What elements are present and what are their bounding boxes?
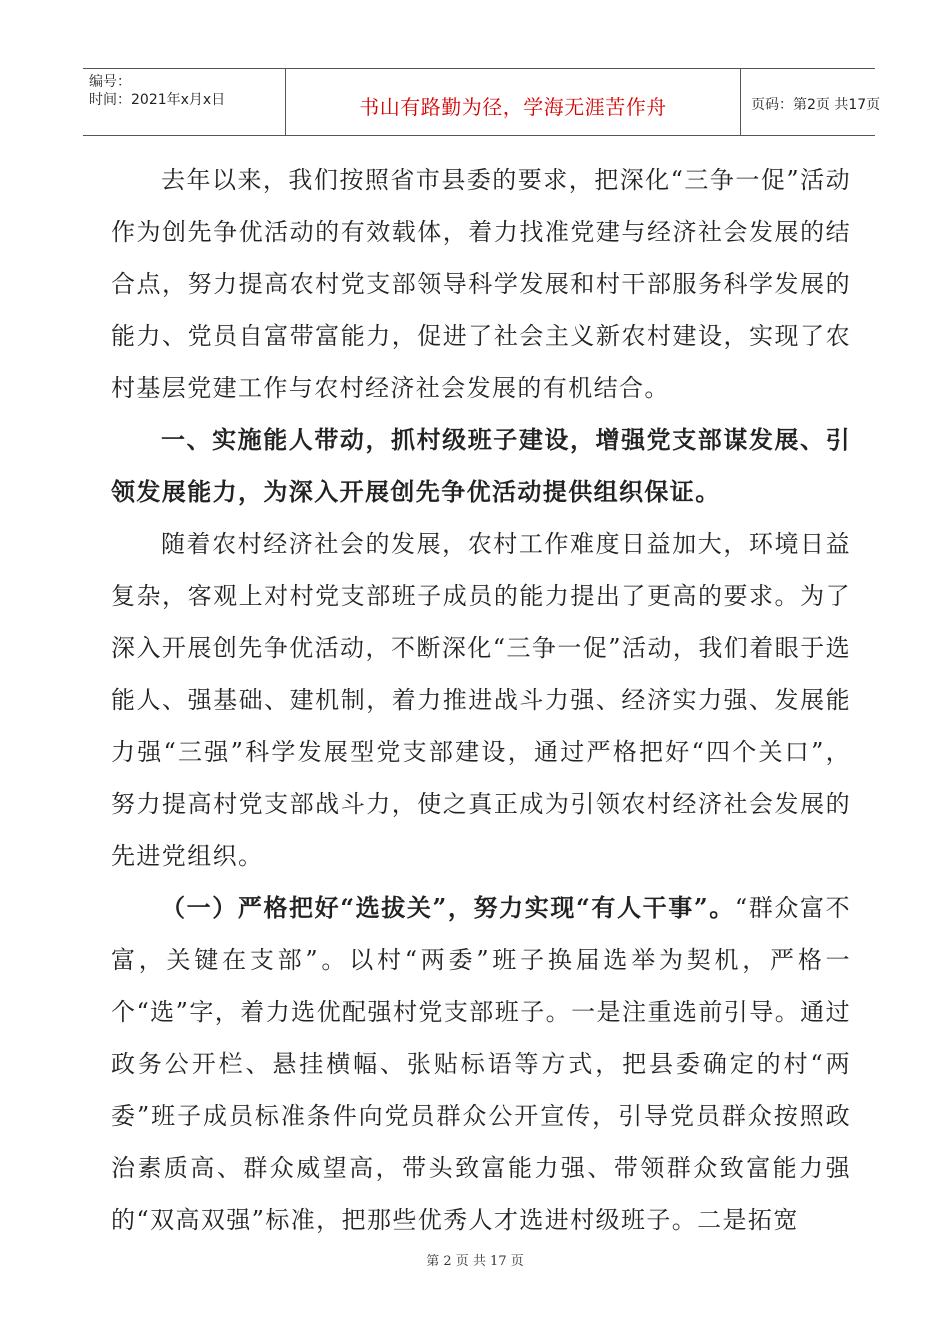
section-heading-1: 一、实施能人带动，抓村级班子建设，增强党支部谋发展、引领发展能力，为深入开展创先争优活动提供组织保证。 xyxy=(111,425,851,506)
document-body xyxy=(111,154,851,1246)
page-number-label: 页码：第2页 共17页 xyxy=(751,97,881,113)
number-label: 编号： xyxy=(89,74,131,90)
page-footer: 第 2 页 共 17 页 xyxy=(426,1254,524,1269)
motto-text: 书山有路勤为径，学海无涯苦作舟 xyxy=(359,95,667,119)
paragraph-intro: 去年以来，我们按照省市县委的要求，把深化“三争一促”活动作为创先争优活动的有效载体，着力找准党建与经济社会发展的结合点，努力提高农村党支部领导科学发展和村干部服务科学发展的能力、党员自富带富能力，促进了社会主义新农村建设，实现了农村基层党建工作与农村经济社会发展的有机结合。 xyxy=(111,166,851,402)
header-meta-cell xyxy=(83,69,286,135)
subsection-heading-1: （一）严格把好“选拔关”，努力实现“有人干事”。 xyxy=(161,893,735,922)
paragraph-background: 随着农村经济社会的发展，农村工作难度日益加大，环境日益复杂，客观上对村党支部班子成员的能力提出了更高的要求。为了深入开展创先争优活动，不断深化“三争一促”活动，我们着眼于选能人、强基础、建机制，着力推进战斗力强、经济实力强、发展能力强“三强”科学发展型党支部建设，通过严格把好“四个关口”，努力提高村党支部战斗力，使之真正成为引领农村经济社会发展的先进党组织。 xyxy=(111,530,851,870)
header-page-cell xyxy=(741,69,881,135)
document-header xyxy=(83,68,881,136)
header-motto-cell xyxy=(286,69,741,135)
time-label: 时间：2021年x月x日 xyxy=(89,92,226,108)
paragraph-subsection-1 xyxy=(111,882,851,1246)
subsection-body-1: “群众富不富，关键在支部”。以村“两委”班子换届选举为契机，严格一个“选”字，着力选优配强村党支部班子。一是注重选前引导。通过政务公开栏、悬挂横幅、张贴标语等方式，把县委确定的村“两委”班子成员标准条件向党员群众公开宣传，引导党员群众按照政治素质高、群众威望高，带头致富能力强、带领群众致富能力强的“双高双强”标准，把那些优秀人才选进村级班子。二是拓宽 xyxy=(111,894,851,1234)
